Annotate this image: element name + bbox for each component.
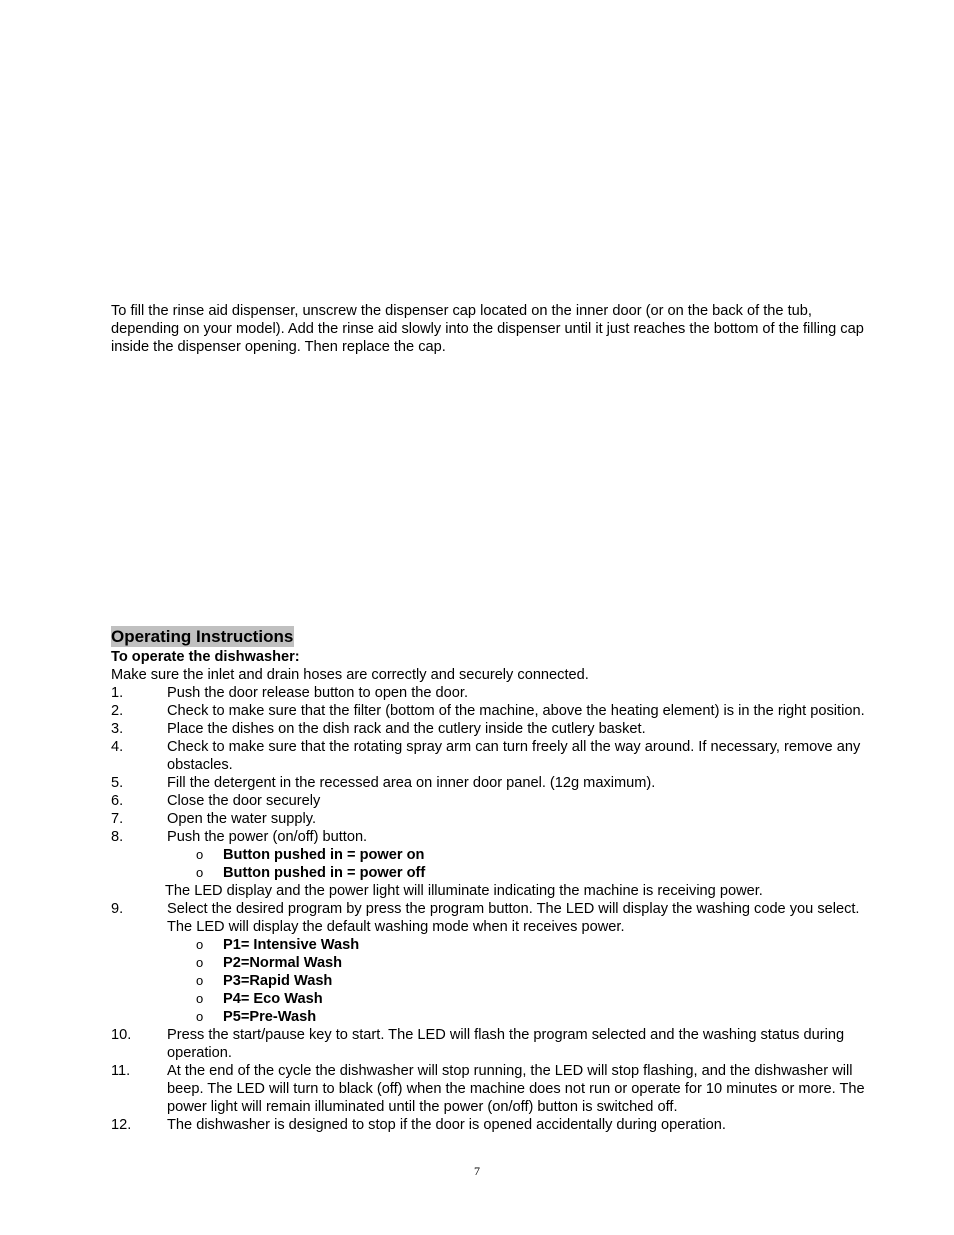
list-item xyxy=(196,990,886,1008)
step-text: Check to make sure that the rotating spray arm can turn freely all the way around. If necessary, remove any obstacles. xyxy=(167,739,861,773)
program-text: P4= Eco Wash xyxy=(223,991,323,1007)
step-number: 11. xyxy=(111,1063,131,1079)
step-number: 3. xyxy=(111,721,124,737)
programs-list xyxy=(111,936,886,1026)
list-item xyxy=(111,828,886,846)
step-text: Place the dishes on the dish rack and the cutlery inside the cutlery basket. xyxy=(167,721,646,737)
step-text: At the end of the cycle the dishwasher will stop running, the LED will stop flashing, and the dishwasher will beep. The LED will turn to black (off) when the machine does not run or operate for 10 minutes or more. The power light will remain illuminated until the power (on/off) button is switched off. xyxy=(167,1063,865,1115)
steps-list xyxy=(111,684,886,846)
section-subheading: To operate the dishwasher: xyxy=(111,649,300,665)
list-item xyxy=(196,1008,886,1026)
step-text: Close the door securely xyxy=(167,793,321,809)
power-option-text: Button pushed in = power off xyxy=(223,865,426,881)
step-number: 12. xyxy=(111,1117,132,1133)
step-text: Check to make sure that the filter (bottom of the machine, above the heating element) is in the right position. xyxy=(167,703,865,719)
step-number: 8. xyxy=(111,829,124,845)
operating-instructions-section xyxy=(111,626,886,1134)
bullet-icon: o xyxy=(196,937,204,952)
list-item xyxy=(196,936,886,954)
bullet-icon: o xyxy=(196,865,204,880)
program-text: P1= Intensive Wash xyxy=(223,937,360,953)
bullet-icon: o xyxy=(196,991,204,1006)
bullet-icon: o xyxy=(196,973,204,988)
steps-list xyxy=(111,1026,886,1134)
power-option-text: Button pushed in = power on xyxy=(223,847,425,863)
rinse-aid-paragraph: To fill the rinse aid dispenser, unscrew the dispenser cap located on the inner door (or on the back of the tub, depending on your model). Add the rinse aid slowly into the dispenser until it just reaches the bottom of the filling cap inside the dispenser opening. Then replace the cap. xyxy=(111,303,864,355)
list-item xyxy=(111,1026,886,1062)
program-text: P2=Normal Wash xyxy=(223,955,343,971)
list-item xyxy=(111,702,886,720)
step-number: 2. xyxy=(111,703,124,719)
step-text: Push the power (on/off) button. xyxy=(167,829,368,845)
bullet-icon: o xyxy=(196,1009,204,1024)
program-text: P5=Pre-Wash xyxy=(223,1009,317,1025)
bullet-icon: o xyxy=(196,847,204,862)
step-text: Select the desired program by press the program button. The LED will display the washing code you select. The LED will display the default washing mode when it receives power. xyxy=(167,901,860,935)
list-item xyxy=(196,954,886,972)
list-item xyxy=(111,900,886,936)
step-number: 7. xyxy=(111,811,124,827)
list-item xyxy=(111,792,886,810)
page-number: 7 xyxy=(474,1164,480,1178)
section-heading: Operating Instructions xyxy=(111,627,294,646)
list-item xyxy=(111,810,886,828)
list-item xyxy=(111,738,886,774)
list-item xyxy=(196,972,886,990)
steps-list xyxy=(111,900,886,936)
bullet-icon: o xyxy=(196,955,204,970)
step-number: 10. xyxy=(111,1027,132,1043)
step-number: 9. xyxy=(111,901,124,917)
list-item xyxy=(196,864,886,882)
step-number: 6. xyxy=(111,793,124,809)
step-text: Fill the detergent in the recessed area on inner door panel. (12g maximum). xyxy=(167,775,656,791)
power-note: The LED display and the power light will illuminate indicating the machine is receiving power. xyxy=(165,883,763,899)
list-item xyxy=(111,774,886,792)
program-text: P3=Rapid Wash xyxy=(223,973,333,989)
list-item xyxy=(111,1062,886,1116)
list-item xyxy=(196,846,886,864)
list-item xyxy=(111,684,886,702)
step-number: 1. xyxy=(111,685,124,701)
step-text: Open the water supply. xyxy=(167,811,316,827)
step-text: Push the door release button to open the door. xyxy=(167,685,469,701)
step-text: The dishwasher is designed to stop if the door is opened accidentally during operation. xyxy=(167,1117,726,1133)
step-number: 4. xyxy=(111,739,124,755)
list-item xyxy=(111,720,886,738)
power-options-list xyxy=(111,846,886,882)
step-number: 5. xyxy=(111,775,124,791)
intro-text: Make sure the inlet and drain hoses are correctly and securely connected. xyxy=(111,667,589,683)
step-text: Press the start/pause key to start. The LED will flash the program selected and the washing status during operation. xyxy=(167,1027,845,1061)
list-item xyxy=(111,1116,886,1134)
